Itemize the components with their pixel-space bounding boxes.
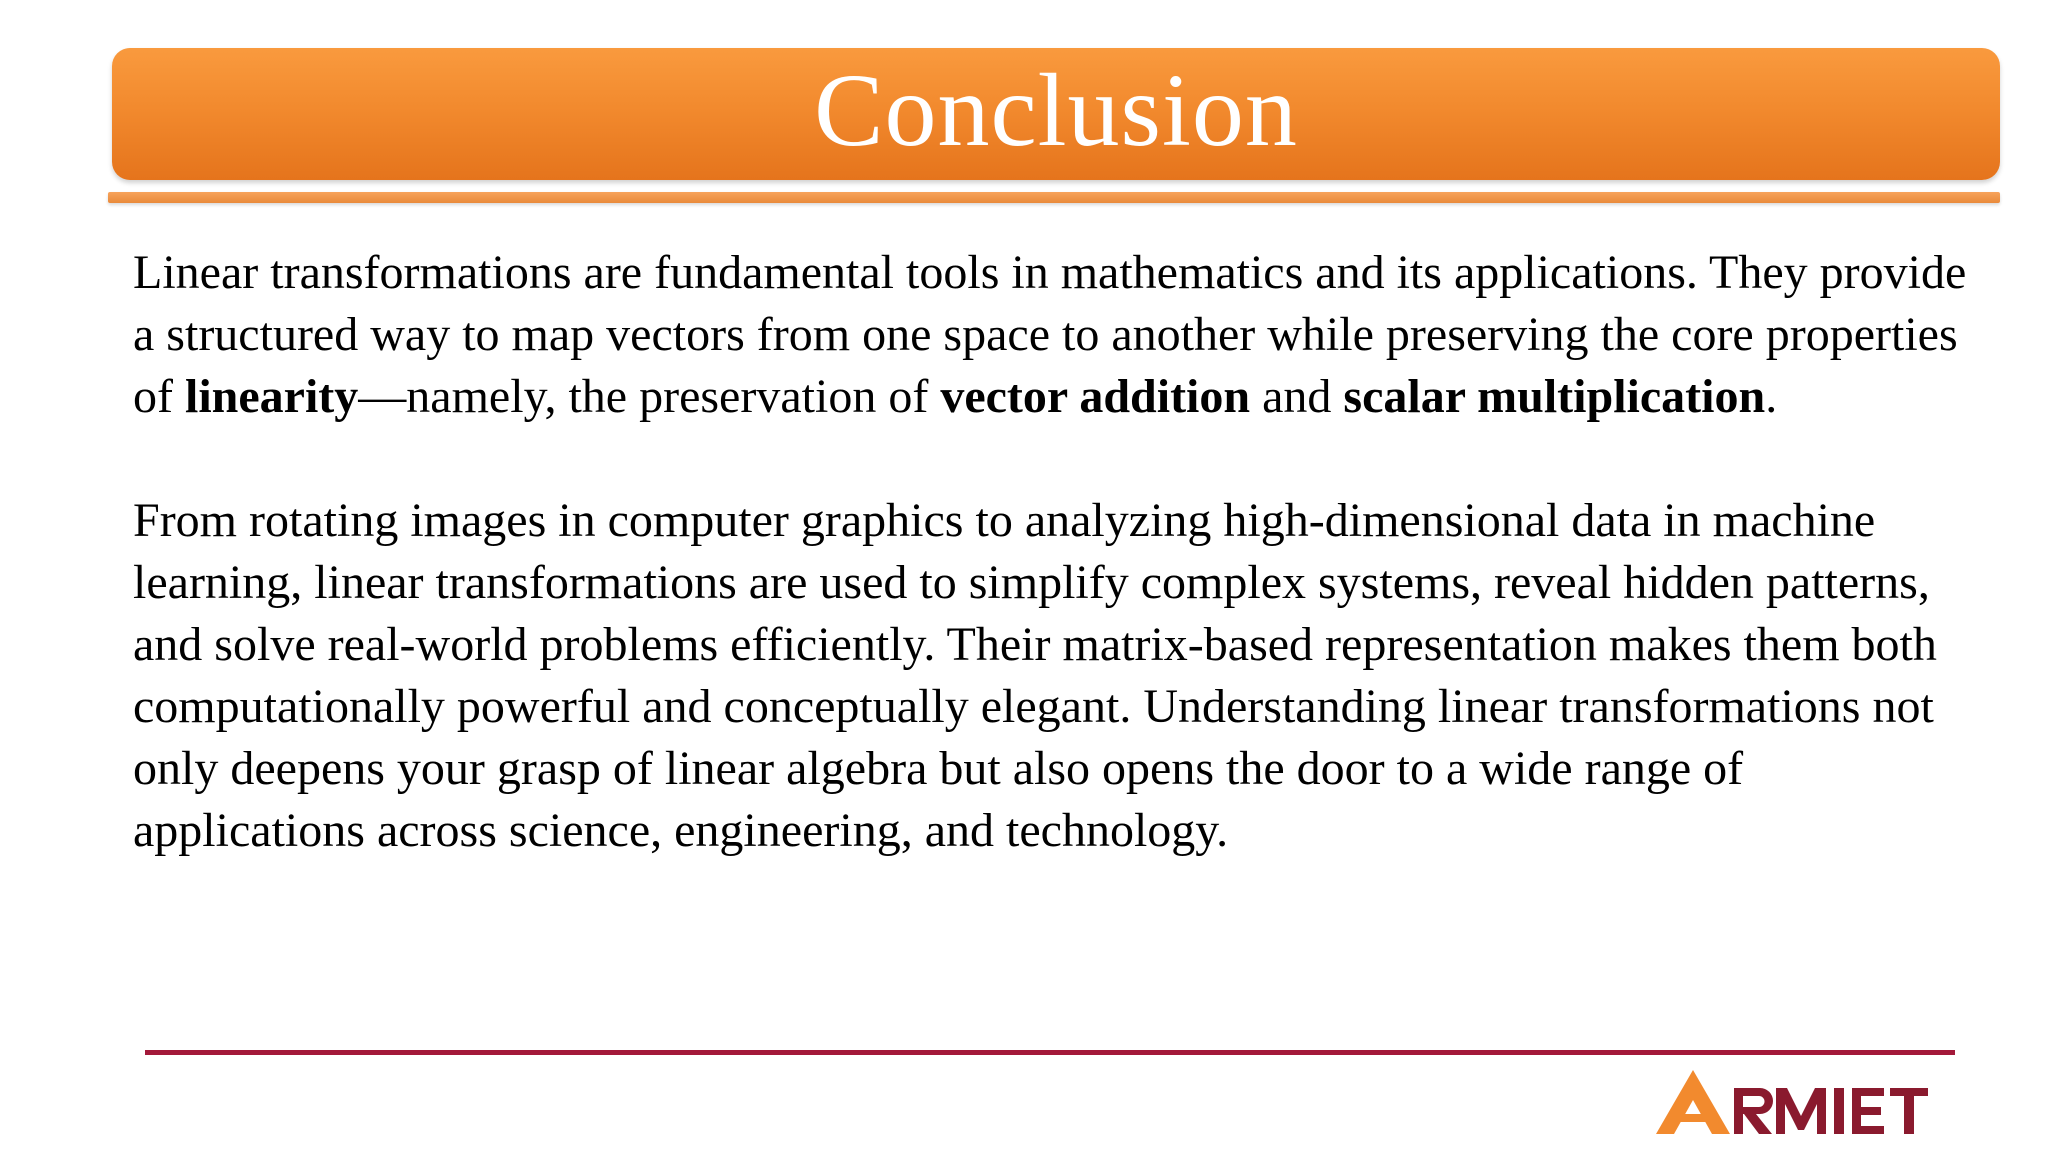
p1-text-2: —namely, the preservation of [358, 370, 941, 423]
logo-letter-m [1776, 1088, 1826, 1134]
body-paragraph-2: From rotating images in computer graphics to analyzing high-dimensional data in machine learning, linear transformations are used to simplify complex systems, reveal hidden patterns, and solve real-world problems efficiently. Their matrix-based representation makes them both computationally powerful and conceptually elegant. Understanding linear transformations not only deepens your grasp of linear algebra but also opens the door to a wide range of applications across science, engineering, and technology. [133, 494, 1937, 857]
armiet-logo-graphic [1650, 1068, 1950, 1138]
slide-title: Conclusion [814, 53, 1298, 168]
title-banner [112, 48, 2000, 180]
slide-body [133, 242, 1973, 862]
logo-letter-i [1834, 1088, 1844, 1134]
p1-text-4: . [1765, 370, 1778, 423]
footer-divider [145, 1050, 1955, 1055]
p1-bold-scalar-multiplication: scalar multiplication [1343, 370, 1766, 423]
title-underline [108, 192, 2000, 203]
p1-bold-vector-addition: vector addition [940, 370, 1251, 423]
p1-text-1: Linear transformations are fundamental tools in mathematics and its applications. They provide a structured way to map vectors from one space to another while preserving the core properties of [133, 246, 1967, 423]
logo-letters [1734, 1088, 1928, 1134]
logo-letter-t [1890, 1088, 1928, 1134]
p1-bold-linearity: linearity [184, 370, 359, 423]
p1-text-3: and [1250, 370, 1344, 423]
armiet-logo [1650, 1068, 1950, 1138]
logo-a-triangle [1656, 1070, 1730, 1134]
logo-letter-e [1852, 1088, 1884, 1134]
logo-a-crossbar [1680, 1114, 1706, 1122]
body-paragraph-1 [133, 242, 1973, 428]
logo-letter-r [1734, 1088, 1773, 1134]
